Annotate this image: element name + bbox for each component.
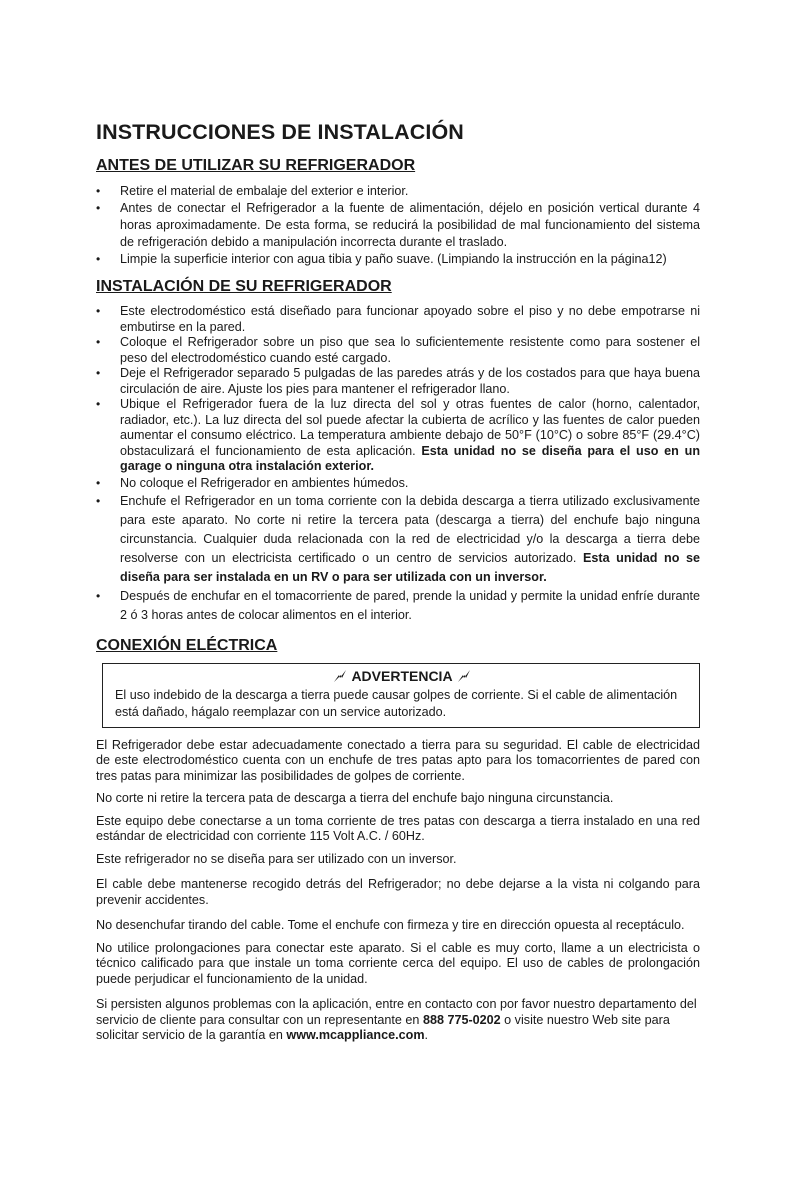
- item-bold-note: Esta unidad no se diseña para el uso en un garage o ninguna otra instalación exterior.: [120, 443, 701, 473]
- website-link[interactable]: www.mcappliance.com: [286, 1028, 425, 1042]
- contact-end: .: [424, 1028, 429, 1042]
- list-item: • Limpie la superficie interior con agua tibia y paño suave. (Limpiando la instrucción en la página12): [96, 251, 700, 268]
- item-bold-note: Esta unidad no se diseña para ser instalada en un RV o para ser utilizada con un inversor.: [120, 550, 701, 584]
- list-item: [96, 587, 700, 625]
- section-heading-electrical: CONEXIÓN ELÉCTRICA: [96, 636, 278, 654]
- item-text: Ubique el Refrigerador fuera de la luz directa del sol y otras fuentes de calor (horno, calentador, radiador, etc.). La luz directa del sol puede afectar la cubierta de acrílico y las fuentes de calor pueden aumentar el consumo eléctrico. La temperatura ambiente debajo de 50°F (10°C) o sobre 85°F (29.4°C) obstaculizará el funcionamiento de esta aplicación.: [120, 397, 700, 458]
- warning-text: El uso indebido de la descarga a tierra puede causar golpes de corriente. Si el cable de alimentación está dañado, hágalo reemplazar con un service autorizado.: [115, 687, 678, 719]
- list-item: [96, 366, 700, 397]
- contact-text: Si persisten algunos problemas con la aplicación, entre en contacto con por favor nuestro departamento del servicio de cliente para consultar con un representante en: [96, 997, 697, 1027]
- item-text: Coloque el Refrigerador sobre un piso que sea lo suficientemente resistente como para sostener el peso del electrodoméstico cuando esté cargado.: [120, 335, 700, 365]
- installation-list: [96, 304, 700, 625]
- phone-number: 888 775-0202: [422, 1012, 501, 1027]
- paragraph: Este equipo debe conectarse a un toma corriente de tres patas con descarga a tierra instalado en una red estándar de electricidad con corriente 115 Volt A.C. / 60Hz.: [96, 813, 700, 843]
- list-item: [96, 304, 700, 335]
- item-text: No coloque el Refrigerador en ambientes húmedos.: [120, 475, 409, 490]
- paragraph: El Refrigerador debe estar adecuadamente conectado a tierra para su seguridad. El cable de electricidad de este electrodoméstico cuenta con un enchufe de tres patas apto para los tomacorrientes de pared con tres patas para minimizar las posibilidades de golpes de corriente.: [96, 737, 700, 783]
- paragraph: Este refrigerador no se diseña para ser utilizado con un inversor.: [96, 851, 457, 866]
- lightning-bolt-icon: [332, 668, 348, 684]
- list-item: [96, 397, 700, 475]
- list-item: • Retire el material de embalaje del exterior e interior.: [96, 183, 700, 200]
- page-title: INSTRUCCIONES DE INSTALACIÓN: [96, 120, 464, 144]
- section-heading-installation: INSTALACIÓN DE SU REFRIGERADOR: [96, 278, 392, 295]
- item-text: Después de enchufar en el tomacorriente de pared, prende la unidad y permite la unidad enfríe durante 2 ó 3 horas antes de colocar alimentos en el interior.: [120, 588, 700, 622]
- lightning-bolt-icon: [456, 668, 472, 684]
- contact-text: o visite nuestro Web site para solicitar servicio de la garantía en: [96, 1012, 670, 1042]
- item-text: Enchufe el Refrigerador en un toma corriente con la debida descarga a tierra utilizado exclusivamente para este aparato. No corte ni retire la tercera pata (descarga a tierra) del enchufe bajo ninguna circunstancia. Cualquier duda relacionada con la red de electricidad y/o la descarga a tierra debe resolverse con un electricista certificado o un centro de servicios autorizado.: [120, 493, 700, 565]
- list-item: [96, 475, 700, 492]
- warning-title-row: [115, 668, 689, 685]
- item-text: Deje el Refrigerador separado 5 pulgadas de las paredes atrás y de los costados para que haya buena circulación de aire. Ajuste los pies para mantener el refrigerador llano.: [120, 366, 700, 396]
- paragraph: El cable debe mantenerse recogido detrás del Refrigerador; no debe dejarse a la vista ni colgando para prevenir accidentes.: [96, 877, 700, 907]
- document-page: [96, 120, 700, 1051]
- item-text: Este electrodoméstico está diseñado para funcionar apoyado sobre el piso y no debe empotrarse ni embutirse en la pared.: [120, 304, 700, 334]
- paragraph: No desenchufar tirando del cable. Tome el enchufe con firmeza y tire en dirección opuesta al receptáculo.: [96, 918, 685, 932]
- before-use-list: [96, 183, 700, 268]
- list-item: [96, 492, 700, 587]
- contact-paragraph: [96, 997, 700, 1044]
- list-item: • Antes de conectar el Refrigerador a la fuente de alimentación, déjelo en posición vertical durante 4 horas aproximadamente. De esta forma, se reducirá la posibilidad de mal funcionamiento del sistema de refrigeración debido a manipulación incorrecta durante el traslado.: [96, 200, 700, 251]
- paragraph: No corte ni retire la tercera pata de descarga a tierra del enchufe bajo ninguna circunstancia.: [96, 791, 614, 805]
- list-item: [96, 335, 700, 366]
- paragraph: No utilice prolongaciones para conectar este aparato. Si el cable es muy corto, llame a un electricista o técnico calificado para que instale un toma corriente cerca del equipo. El uso de cables de prolongación puede perjudicar el funcionamiento de la unidad.: [96, 940, 700, 986]
- warning-title: ADVERTENCIA: [351, 667, 453, 684]
- warning-box: [102, 663, 700, 728]
- section-heading-before-use: ANTES DE UTILIZAR SU REFRIGERADOR: [96, 157, 416, 174]
